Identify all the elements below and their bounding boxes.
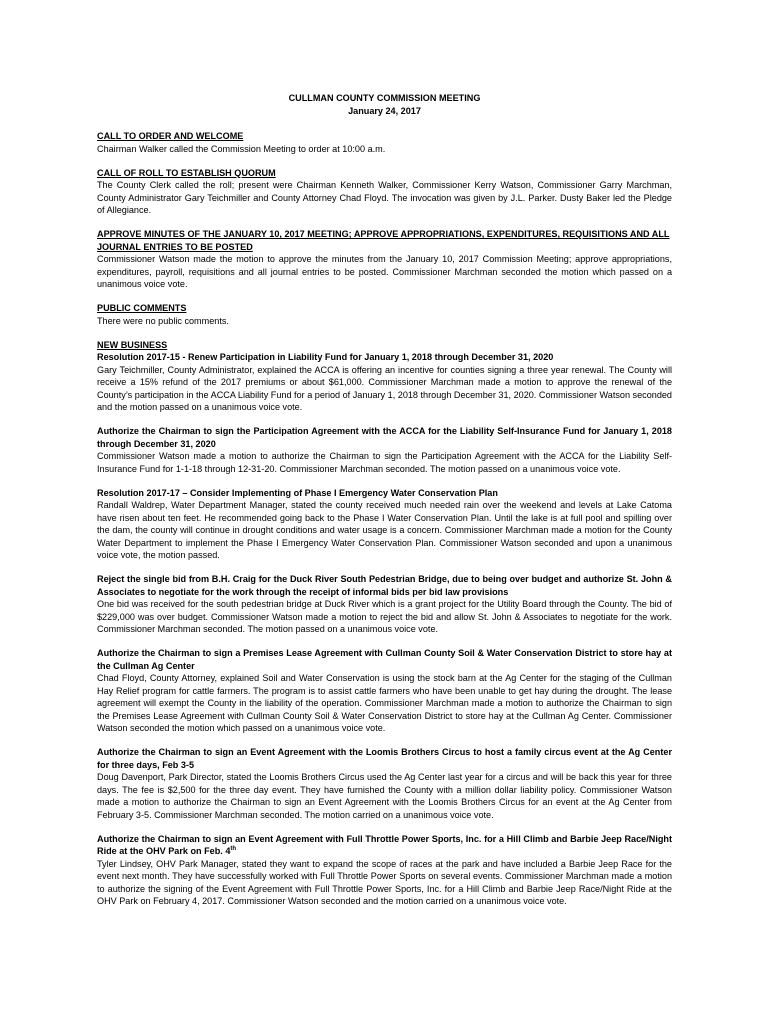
- section-heading: APPROVE MINUTES OF THE JANUARY 10, 2017 MEETING; APPROVE APPROPRIATIONS, EXPENDITURES, REQUISITIONS AND ALL JOURNAL ENTRIES TO BE POSTED: [97, 229, 670, 252]
- section-body: There were no public comments.: [97, 315, 229, 326]
- agenda-item-body: Chad Floyd, County Attorney, explained Soil and Water Conservation is using the stock barn at the Ag Center for the staging of the Cullman Hay Relief program for cattle farmers. The program is to assist cattle farmers who have been unable to get hay during the drought. The lease agreement will exempt the County in the liability of the operation. Commissioner Marchman made a motion to authorize the Chairman to sign the Premises Lease Agreement with Cullman County Soil & Water Conservation District to store hay at the Cullman Ag Center. Commissioner Watson seconded the motion which passed on a unanimous voice vote.: [97, 673, 672, 733]
- agenda-item: [97, 746, 672, 821]
- meeting-date: January 24, 2017: [348, 105, 421, 116]
- agenda-item-body: Gary Teichmiller, County Administrator, explained the ACCA is offering an incentive for counties signing a three year renewal. The County will receive a 15% refund of the 2017 premiums or about $61,000. Commissioner Marchman made a motion to approve the renewal of the County’s participation in the ACCA Liability Fund for a period of January 1, 2018 through December 31, 2020. Commissioner Watson seconded and the motion passed on a unanimous voice vote.: [97, 364, 672, 412]
- section-new-business: [97, 339, 672, 908]
- agenda-item-title: Authorize the Chairman to sign a Premises Lease Agreement with Cullman County Soil & Water Conservation District to store hay at the Cullman Ag Center: [97, 648, 672, 671]
- section-roll-call: [97, 167, 672, 217]
- section-approve-minutes: [97, 228, 672, 291]
- section-body: Chairman Walker called the Commission Meeting to order at 10:00 a.m.: [97, 143, 386, 154]
- minutes-document: [97, 92, 672, 908]
- agenda-item-body: One bid was received for the south pedestrian bridge at Duck River which is a grant project for the Utility Board through the County. The bid of $229,000 was over budget. Commissioner Watson made a motion to reject the bid and allow St. John & Associates to negotiate for the work. Commissioner Marchman seconded. The motion passed on a unanimous voice vote.: [97, 599, 672, 634]
- agenda-item-title: Reject the single bid from B.H. Craig for the Duck River South Pedestrian Bridge, due to being over budget and authorize St. John & Associates to negotiate for the work through the receipt of informal bids per bid law provisions: [97, 574, 672, 597]
- agenda-item-body: Commissioner Watson made a motion to authorize the Chairman to sign the Participation Agreement with the ACCA for the Liability Self-Insurance Fund for 1-1-18 through 12-31-20. Commissioner Marchman seconded. The motion passed on a unanimous voice vote.: [97, 451, 672, 474]
- agenda-item: [97, 573, 672, 636]
- ordinal-suffix: th: [230, 845, 237, 852]
- agenda-item-title: Resolution 2017-17 – Consider Implementing of Phase I Emergency Water Conservation Plan: [97, 487, 498, 498]
- section-heading: CALL OF ROLL TO ESTABLISH QUORUM: [97, 167, 276, 178]
- section-body: Commissioner Watson made the motion to approve the minutes from the January 10, 2017 Commission Meeting; approve appropriations, expenditures, payroll, requisitions and all journal entries to be posted. Commissioner Marchman seconded the motion which passed on a unanimous voice vote.: [97, 254, 672, 289]
- agenda-item-body: Tyler Lindsey, OHV Park Manager, stated they want to expand the scope of races at the park and have included a Barbie Jeep Race for the event next month. They have successfully worked with Full Throttle Power Sports on several events. Commissioner Marchman made a motion to authorize the signing of the Event Agreement with Full Throttle Power Sports, Inc. for a Hill Climb and Barbie Jeep Race/Night Ride at the OHV Park on February 4, 2017. Commissioner Watson seconded and the motion carried on a unanimous voice vote.: [97, 858, 672, 906]
- section-heading: NEW BUSINESS: [97, 339, 168, 350]
- section-body: The County Clerk called the roll; present were Chairman Kenneth Walker, Commissioner Kerry Watson, Commissioner Garry Marchman, County Administrator Gary Teichmiller and County Attorney Chad Floyd. The invocation was given by J.L. Parker. Dusty Baker led the Pledge of Allegiance.: [97, 180, 672, 215]
- agenda-item: [97, 647, 672, 735]
- agenda-item: [97, 833, 672, 908]
- agenda-item: [97, 425, 672, 475]
- agenda-item-title: Authorize the Chairman to sign the Participation Agreement with the ACCA for the Liability Self-Insurance Fund for January 1, 2018 through December 31, 2020: [97, 426, 672, 449]
- section-heading: PUBLIC COMMENTS: [97, 303, 187, 313]
- agenda-item-title: Authorize the Chairman to sign an Event Agreement with the Loomis Brothers Circus to host a family circus event at the Ag Center for three days, Feb 3-5: [97, 747, 672, 770]
- section-call-to-order: [97, 130, 672, 155]
- section-heading: CALL TO ORDER AND WELCOME: [97, 131, 244, 141]
- agenda-item-title: [97, 833, 672, 858]
- section-public-comments: [97, 302, 672, 327]
- agenda-item-title: Resolution 2017-15 - Renew Participation in Liability Fund for January 1, 2018 through December 31, 2020: [97, 352, 554, 362]
- agenda-item-title-text: Authorize the Chairman to sign an Event Agreement with Full Throttle Power Sports, Inc. for a Hill Climb and Barbie Jeep Race/Night Ride at the OHV Park on Feb. 4: [97, 833, 672, 856]
- agenda-item: [97, 351, 672, 414]
- agenda-item-body: Randall Waldrep, Water Department Manager, stated the county received much needed rain over the weekend and levels at Lake Catoma have risen about ten feet. He recommended going back to the Phase I Water Conservation Plan. Until the lake is at full pool and spilling over the dam, the county will continue in drought conditions and water usage is a concern. Commissioner Marchman made a motion for the County Water Department to implement the Phase I Emergency Water Conservation Plan. Commissioner Watson seconded and upon a unanimous voice vote, the motion passed.: [97, 500, 672, 560]
- document-title: CULLMAN COUNTY COMMISSION MEETING: [288, 93, 481, 103]
- agenda-item-body: Doug Davenport, Park Director, stated the Loomis Brothers Circus used the Ag Center last year for a circus and will be back this year for three days. The fee is $2,500 for the three day event. They have furnished the County with a million dollar liability policy. Commissioner Watson made a motion to authorize the Chairman to sign an Event Agreement with the Loomis Brothers Circus for an event at the Ag Center from February 3-5. Commissioner Marchman seconded. The motion carried on a unanimous voice vote.: [97, 772, 672, 820]
- agenda-item: [97, 487, 672, 562]
